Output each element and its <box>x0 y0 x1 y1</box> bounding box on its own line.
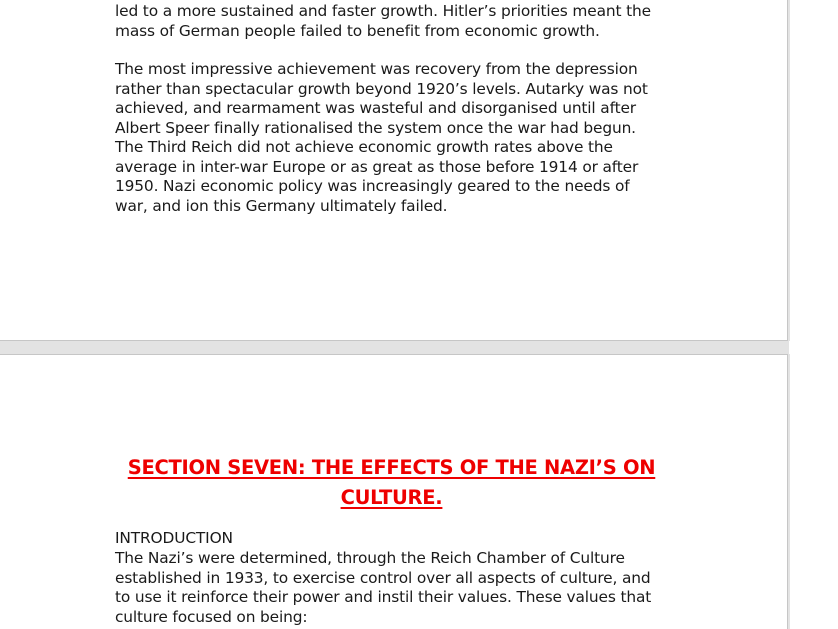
text-line: mass of German people failed to benefit from economic growth. <box>115 21 600 40</box>
subheading-text: INTRODUCTION <box>115 529 233 547</box>
text-line: rather than spectacular growth beyond 1920’s levels. Autarky was not <box>115 79 648 98</box>
page-break-gap <box>0 341 789 354</box>
section-heading <box>115 453 668 513</box>
page-2-shadow <box>788 354 790 629</box>
paragraph-introduction <box>115 549 675 627</box>
text-line: The Nazi’s were determined, through the Reich Chamber of Culture <box>115 549 625 567</box>
introduction-subheading <box>115 529 675 549</box>
text-line: to use it reinforce their power and instil their values. These values that <box>115 588 652 606</box>
text-line: The Third Reich did not achieve economic growth rates above the <box>115 138 613 156</box>
text-line: culture focused on being: <box>115 607 308 626</box>
text-line: 1950. Nazi economic policy was increasingly geared to the needs of <box>115 177 630 195</box>
text-line: Albert Speer finally rationalised the system once the war had begun. <box>115 118 636 137</box>
paragraph-economic-growth-end <box>115 2 675 41</box>
heading-line: CULTURE. <box>340 486 443 509</box>
text-line: led to a more sustained and faster growth. Hitler’s priorities meant the <box>115 2 651 20</box>
text-line: The most impressive achievement was recovery from the depression <box>115 60 638 78</box>
heading-line: SECTION SEVEN: THE EFFECTS OF THE NAZI’S ON <box>127 456 656 479</box>
paragraph-economic-conclusion <box>115 60 675 216</box>
text-line: achieved, and rearmament was wasteful and disorganised until after <box>115 99 636 117</box>
page-1-shadow <box>788 0 790 341</box>
text-line: average in inter-war Europe or as great as those before 1914 or after <box>115 157 639 176</box>
text-line: war, and ion this Germany ultimately failed. <box>115 196 448 215</box>
text-line: established in 1933, to exercise control over all aspects of culture, and <box>115 568 651 587</box>
